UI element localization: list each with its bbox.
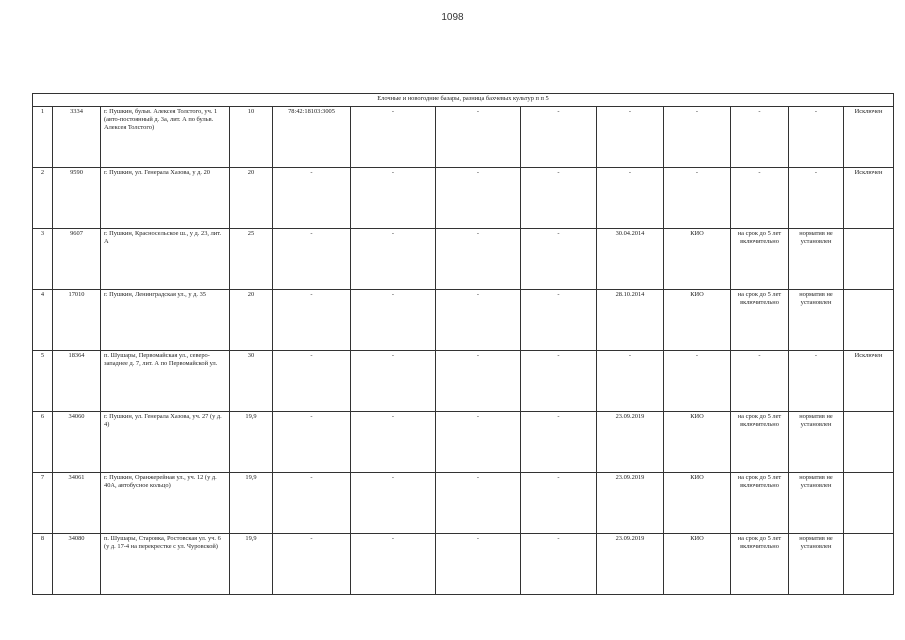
cell-detail-2: - [436, 229, 521, 290]
cell-date: 23.09.2019 [597, 534, 664, 595]
cell-detail-1: - [351, 290, 436, 351]
cell-cadastral-number: - [273, 229, 351, 290]
cell-note [844, 534, 894, 595]
cell-detail-3: - [521, 473, 597, 534]
cell-detail-2: - [436, 107, 521, 168]
cell-registry-number: 17010 [53, 290, 101, 351]
cell-detail-1: - [351, 412, 436, 473]
cell-norm: норматив не установлен [789, 412, 844, 473]
cell-registry-number: 34060 [53, 412, 101, 473]
cell-registry-number: 9590 [53, 168, 101, 229]
cell-term: - [731, 107, 789, 168]
cell-term: на срок до 5 лет включительно [731, 534, 789, 595]
cell-date: 23.09.2019 [597, 412, 664, 473]
cell-term: на срок до 5 лет включительно [731, 473, 789, 534]
cell-row-number: 3 [33, 229, 53, 290]
table-row [33, 290, 894, 351]
cell-area: 19,9 [230, 473, 273, 534]
cell-area: 30 [230, 351, 273, 412]
cell-address: г. Пушкин, бульв. Алексея Толстого, уч. 1 (авто-постоянный д. 3а, лит. А по бульв. Алексея Толстого) [101, 107, 230, 168]
cell-norm: норматив не установлен [789, 473, 844, 534]
cell-area: 10 [230, 107, 273, 168]
cell-row-number: 2 [33, 168, 53, 229]
cell-note [844, 473, 894, 534]
page-number: 1098 [441, 12, 464, 23]
cell-term: на срок до 5 лет включительно [731, 412, 789, 473]
cell-authority: - [664, 351, 731, 412]
cell-cadastral-number: - [273, 534, 351, 595]
cell-detail-2: - [436, 290, 521, 351]
cell-detail-3: - [521, 229, 597, 290]
cell-detail-2: - [436, 168, 521, 229]
cell-row-number: 4 [33, 290, 53, 351]
cell-authority: КИО [664, 229, 731, 290]
section-header-row [33, 94, 894, 107]
cell-date: - [597, 107, 664, 168]
cell-norm: норматив не установлен [789, 290, 844, 351]
cell-row-number: 5 [33, 351, 53, 412]
cell-address: г. Пушкин, Оранжерейная ул., уч. 12 (у д. 40А, автобусное кольцо) [101, 473, 230, 534]
table-row [33, 412, 894, 473]
table-row [33, 473, 894, 534]
cell-registry-number: 3334 [53, 107, 101, 168]
cell-cadastral-number: 78:42:18103:3005 [273, 107, 351, 168]
cell-note [844, 290, 894, 351]
cell-cadastral-number: - [273, 290, 351, 351]
cell-date: - [597, 168, 664, 229]
cell-note [844, 229, 894, 290]
cell-cadastral-number: - [273, 473, 351, 534]
cell-norm: норматив не установлен [789, 229, 844, 290]
registry-table [32, 93, 894, 595]
cell-detail-3: - [521, 290, 597, 351]
table-row [33, 168, 894, 229]
cell-detail-2: - [436, 412, 521, 473]
cell-row-number: 6 [33, 412, 53, 473]
cell-term: - [731, 351, 789, 412]
cell-note: Исключен [844, 351, 894, 412]
cell-term: на срок до 5 лет включительно [731, 290, 789, 351]
cell-detail-1: - [351, 107, 436, 168]
cell-note: Исключен [844, 107, 894, 168]
cell-area: 19,9 [230, 412, 273, 473]
cell-date: 28.10.2014 [597, 290, 664, 351]
cell-address: п. Шушары, Первомайская ул., северо-западнее д. 7, лит. А по Первомайской ул. [101, 351, 230, 412]
cell-authority: - [664, 107, 731, 168]
table-row [33, 107, 894, 168]
cell-row-number: 1 [33, 107, 53, 168]
cell-detail-2: - [436, 534, 521, 595]
cell-term: - [731, 168, 789, 229]
cell-area: 20 [230, 168, 273, 229]
cell-note [844, 412, 894, 473]
cell-detail-3: - [521, 412, 597, 473]
cell-detail-1: - [351, 473, 436, 534]
cell-area: 25 [230, 229, 273, 290]
cell-note: Исключен [844, 168, 894, 229]
cell-registry-number: 18364 [53, 351, 101, 412]
cell-authority: КИО [664, 473, 731, 534]
cell-detail-3: - [521, 351, 597, 412]
table-row [33, 534, 894, 595]
cell-norm: - [789, 351, 844, 412]
cell-cadastral-number: - [273, 168, 351, 229]
cell-authority: КИО [664, 534, 731, 595]
cell-authority: КИО [664, 290, 731, 351]
cell-area: 19,9 [230, 534, 273, 595]
cell-address: г. Пушкин, ул. Генерала Хазова, уч. 27 (у д. 4) [101, 412, 230, 473]
cell-norm: - [789, 168, 844, 229]
cell-norm: - [789, 107, 844, 168]
cell-registry-number: 9607 [53, 229, 101, 290]
cell-address: г. Пушкин, Ленинградская ул., у д. 35 [101, 290, 230, 351]
cell-detail-1: - [351, 534, 436, 595]
table-row [33, 351, 894, 412]
cell-row-number: 7 [33, 473, 53, 534]
cell-detail-2: - [436, 473, 521, 534]
cell-area: 20 [230, 290, 273, 351]
cell-address: п. Шушары, Старовка, Ростовская ул. уч. 6 (у д. 17-4 на перекрестке с ул. Чуровской) [101, 534, 230, 595]
table-row [33, 229, 894, 290]
cell-date: 30.04.2014 [597, 229, 664, 290]
cell-address: г. Пушкин, ул. Генерала Хазова, у д. 20 [101, 168, 230, 229]
cell-detail-3: - [521, 107, 597, 168]
cell-row-number: 8 [33, 534, 53, 595]
cell-cadastral-number: - [273, 351, 351, 412]
cell-detail-3: - [521, 168, 597, 229]
cell-detail-2: - [436, 351, 521, 412]
cell-address: г. Пушкин, Красносельское ш., у д. 23, лит. А [101, 229, 230, 290]
cell-authority: - [664, 168, 731, 229]
cell-registry-number: 34080 [53, 534, 101, 595]
cell-norm: норматив не установлен [789, 534, 844, 595]
cell-date: 23.09.2019 [597, 473, 664, 534]
cell-cadastral-number: - [273, 412, 351, 473]
section-title: Елочные и новогодние базары, разница бахчевых культур п п 5 [33, 94, 894, 107]
cell-detail-1: - [351, 168, 436, 229]
cell-term: на срок до 5 лет включительно [731, 229, 789, 290]
cell-authority: КИО [664, 412, 731, 473]
cell-detail-1: - [351, 351, 436, 412]
cell-detail-1: - [351, 229, 436, 290]
cell-detail-3: - [521, 534, 597, 595]
cell-registry-number: 34061 [53, 473, 101, 534]
cell-date: - [597, 351, 664, 412]
